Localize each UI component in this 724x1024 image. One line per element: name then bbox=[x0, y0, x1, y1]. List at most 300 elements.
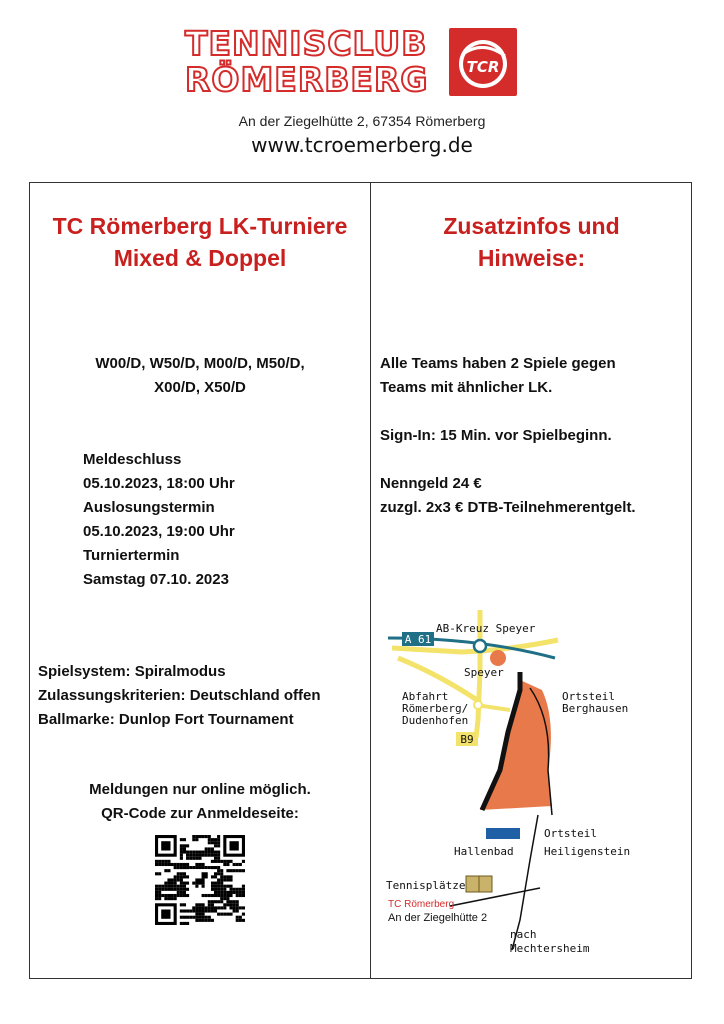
qr-module bbox=[236, 891, 239, 894]
qr-module bbox=[183, 875, 186, 878]
qr-module bbox=[202, 916, 205, 919]
left-title-line1: TC Römerberg LK-Turniere bbox=[52, 213, 348, 239]
qr-module bbox=[223, 906, 226, 909]
qr-module bbox=[198, 835, 201, 838]
qr-module bbox=[208, 854, 211, 857]
qr-module bbox=[242, 869, 245, 872]
qr-module bbox=[171, 894, 174, 897]
qr-module bbox=[161, 863, 164, 866]
qr-module bbox=[202, 906, 205, 909]
deadline-label: Meldeschluss bbox=[83, 451, 182, 468]
qr-module bbox=[229, 906, 232, 909]
qr-module bbox=[242, 913, 245, 916]
qr-module bbox=[205, 906, 208, 909]
qr-module bbox=[223, 913, 226, 916]
admission-criteria: Zulassungskriterien: Deutschland offen bbox=[38, 687, 321, 704]
qr-module bbox=[226, 891, 229, 894]
qr-module bbox=[183, 851, 186, 854]
online-note-line2: QR-Code zur Anmeldeseite: bbox=[101, 805, 299, 822]
qr-module bbox=[214, 854, 217, 857]
qr-module bbox=[214, 909, 217, 912]
qr-module bbox=[205, 851, 208, 854]
qr-module bbox=[202, 835, 205, 838]
qr-module bbox=[174, 882, 177, 885]
qr-module bbox=[192, 866, 195, 869]
qr-module bbox=[229, 860, 232, 863]
qr-module bbox=[186, 863, 189, 866]
tennis-ball-logo-icon bbox=[449, 28, 517, 96]
info-block bbox=[380, 352, 685, 520]
qr-module bbox=[236, 909, 239, 912]
qr-module bbox=[167, 860, 170, 863]
qr-module bbox=[208, 838, 211, 841]
qr-module bbox=[205, 916, 208, 919]
qr-module bbox=[214, 875, 217, 878]
dates-block bbox=[83, 448, 363, 592]
qr-module bbox=[155, 897, 158, 900]
qr-module bbox=[226, 913, 229, 916]
qr-module bbox=[174, 866, 177, 869]
qr-module bbox=[214, 885, 217, 888]
qr-module bbox=[208, 841, 211, 844]
qr-module bbox=[155, 891, 158, 894]
qr-module bbox=[186, 851, 189, 854]
qr-module bbox=[217, 894, 220, 897]
qr-module bbox=[183, 863, 186, 866]
speyer-dot bbox=[490, 650, 506, 666]
qr-module bbox=[180, 922, 183, 925]
online-note bbox=[30, 778, 370, 826]
draw-label: Auslosungstermin bbox=[83, 499, 215, 516]
qr-module bbox=[236, 916, 239, 919]
qr-module bbox=[202, 894, 205, 897]
qr-module bbox=[167, 882, 170, 885]
qr-module bbox=[171, 882, 174, 885]
qr-module bbox=[223, 894, 226, 897]
qr-module bbox=[233, 906, 236, 909]
qr-module bbox=[205, 909, 208, 912]
club-logo bbox=[185, 26, 515, 101]
qr-module bbox=[226, 885, 229, 888]
ball-brand: Ballmarke: Dunlop Fort Tournament bbox=[38, 711, 294, 728]
qr-module bbox=[183, 847, 186, 850]
qr-module bbox=[208, 851, 211, 854]
qr-module bbox=[198, 863, 201, 866]
qr-module bbox=[167, 878, 170, 881]
qr-module bbox=[217, 882, 220, 885]
qr-module bbox=[186, 875, 189, 878]
qr-module bbox=[229, 900, 232, 903]
qr-module bbox=[211, 888, 214, 891]
right-title-line1: Zusatzinfos und bbox=[443, 213, 620, 239]
qr-module bbox=[220, 875, 223, 878]
qr-module bbox=[164, 888, 167, 891]
qr-module bbox=[195, 903, 198, 906]
qr-module bbox=[198, 919, 201, 922]
qr-module bbox=[202, 913, 205, 916]
qr-module bbox=[180, 847, 183, 850]
qr-module bbox=[155, 885, 158, 888]
map-nach2: Mechtersheim bbox=[510, 942, 590, 955]
qr-module bbox=[226, 860, 229, 863]
qr-module bbox=[217, 857, 220, 860]
qr-module bbox=[242, 919, 245, 922]
qr-module bbox=[239, 916, 242, 919]
qr-module bbox=[186, 888, 189, 891]
qr-module bbox=[226, 875, 229, 878]
map-b9: B9 bbox=[460, 733, 474, 746]
qr-module bbox=[158, 897, 161, 900]
qr-module bbox=[202, 903, 205, 906]
qr-module bbox=[242, 860, 245, 863]
qr-module bbox=[211, 919, 214, 922]
qr-module bbox=[211, 838, 214, 841]
qr-module bbox=[189, 851, 192, 854]
qr-dino-head bbox=[202, 872, 208, 878]
qr-module bbox=[229, 885, 232, 888]
qr-module bbox=[192, 851, 195, 854]
deadline-value: 05.10.2023, 18:00 Uhr bbox=[83, 475, 235, 492]
qr-module bbox=[233, 900, 236, 903]
tournament-label: Turniertermin bbox=[83, 547, 180, 564]
qr-module bbox=[158, 885, 161, 888]
qr-module bbox=[233, 903, 236, 906]
qr-module bbox=[180, 875, 183, 878]
qr-module bbox=[161, 894, 164, 897]
qr-module bbox=[167, 863, 170, 866]
qr-module bbox=[239, 894, 242, 897]
qr-module bbox=[198, 903, 201, 906]
qr-module bbox=[186, 854, 189, 857]
qr-module bbox=[167, 894, 170, 897]
qr-module bbox=[214, 860, 217, 863]
qr-module bbox=[171, 897, 174, 900]
categories-line1: W00/D, W50/D, M00/D, M50/D, bbox=[95, 355, 305, 372]
qr-module bbox=[211, 866, 214, 869]
qr-module bbox=[174, 878, 177, 881]
info1-line2: Teams mit ähnlicher LK. bbox=[380, 379, 553, 396]
qr-module bbox=[192, 838, 195, 841]
qr-module bbox=[177, 866, 180, 869]
qr-module bbox=[220, 897, 223, 900]
map-speyer: Speyer bbox=[464, 666, 504, 679]
qr-module bbox=[167, 869, 170, 872]
qr-module bbox=[236, 863, 239, 866]
qr-module bbox=[171, 888, 174, 891]
qr-module bbox=[208, 919, 211, 922]
qr-module bbox=[192, 906, 195, 909]
qr-module bbox=[229, 888, 232, 891]
qr-module bbox=[239, 863, 242, 866]
qr-module bbox=[239, 919, 242, 922]
qr-module bbox=[202, 854, 205, 857]
qr-module bbox=[189, 857, 192, 860]
logo-wordmark bbox=[185, 26, 440, 98]
qr-module bbox=[164, 869, 167, 872]
qr-module bbox=[217, 851, 220, 854]
qr-module bbox=[155, 863, 158, 866]
qr-module bbox=[211, 860, 214, 863]
qr-module bbox=[214, 888, 217, 891]
qr-module bbox=[158, 863, 161, 866]
qr-module bbox=[242, 894, 245, 897]
qr-module bbox=[180, 882, 183, 885]
qr-module bbox=[177, 891, 180, 894]
system-block bbox=[38, 660, 368, 732]
categories bbox=[30, 352, 370, 400]
info3-line1: Nenngeld 24 € bbox=[380, 475, 482, 492]
qr-module bbox=[226, 903, 229, 906]
qr-module bbox=[239, 888, 242, 891]
qr-module bbox=[239, 906, 242, 909]
qr-module bbox=[198, 857, 201, 860]
qr-module bbox=[242, 906, 245, 909]
qr-module bbox=[183, 888, 186, 891]
qr-module bbox=[161, 888, 164, 891]
draw-value: 05.10.2023, 19:00 Uhr bbox=[83, 523, 235, 540]
qr-module bbox=[205, 854, 208, 857]
qr-module bbox=[195, 838, 198, 841]
qr-module bbox=[220, 872, 223, 875]
qr-finder-core bbox=[229, 841, 238, 850]
qr-module bbox=[217, 866, 220, 869]
qr-module bbox=[217, 844, 220, 847]
qr-module bbox=[183, 891, 186, 894]
qr-module bbox=[198, 916, 201, 919]
qr-module bbox=[198, 854, 201, 857]
qr-module bbox=[214, 906, 217, 909]
qr-module bbox=[214, 872, 217, 875]
qr-module bbox=[211, 851, 214, 854]
qr-module bbox=[195, 906, 198, 909]
map-ortsteil-b2: Berghausen bbox=[562, 702, 629, 715]
qr-module bbox=[174, 897, 177, 900]
qr-module bbox=[195, 835, 198, 838]
qr-module bbox=[214, 891, 217, 894]
qr-module bbox=[205, 835, 208, 838]
qr-module bbox=[180, 878, 183, 881]
qr-module bbox=[195, 919, 198, 922]
map-ab-kreuz: AB-Kreuz Speyer bbox=[436, 622, 536, 635]
logo-line1: TENNISCLUB bbox=[185, 24, 428, 63]
hallenbad-building bbox=[486, 828, 520, 839]
qr-module bbox=[198, 913, 201, 916]
qr-module bbox=[161, 885, 164, 888]
qr-module bbox=[220, 882, 223, 885]
online-note-line1: Meldungen nur online möglich. bbox=[89, 781, 311, 798]
qr-module bbox=[180, 857, 183, 860]
club-website[interactable]: www.tcroemerberg.de bbox=[251, 133, 473, 157]
qr-module bbox=[220, 888, 223, 891]
header bbox=[0, 0, 724, 180]
qr-module bbox=[180, 888, 183, 891]
qr-module bbox=[180, 854, 183, 857]
qr-module bbox=[233, 891, 236, 894]
qr-module bbox=[164, 897, 167, 900]
logo-line2: RÖMERBERG bbox=[185, 60, 429, 99]
qr-module bbox=[217, 854, 220, 857]
qr-module bbox=[174, 875, 177, 878]
qr-module bbox=[189, 866, 192, 869]
qr-module bbox=[164, 860, 167, 863]
qr-module bbox=[217, 878, 220, 881]
qr-finder-core bbox=[161, 841, 170, 850]
qr-module bbox=[171, 885, 174, 888]
qr-module bbox=[205, 919, 208, 922]
qr-module bbox=[174, 888, 177, 891]
qr-module bbox=[208, 916, 211, 919]
qr-module bbox=[214, 882, 217, 885]
qr-module bbox=[195, 851, 198, 854]
location-map bbox=[380, 610, 680, 972]
qr-module bbox=[223, 875, 226, 878]
qr-module bbox=[205, 894, 208, 897]
qr-module bbox=[171, 863, 174, 866]
right-title bbox=[371, 210, 692, 274]
qr-module bbox=[211, 847, 214, 850]
qr-module bbox=[236, 894, 239, 897]
qr-module bbox=[217, 891, 220, 894]
qr-module bbox=[220, 891, 223, 894]
qr-module bbox=[183, 885, 186, 888]
qr-module bbox=[226, 869, 229, 872]
qr-module bbox=[192, 916, 195, 919]
qr-module bbox=[202, 851, 205, 854]
qr-module bbox=[223, 878, 226, 881]
qr-module bbox=[180, 838, 183, 841]
qr-module bbox=[155, 872, 158, 875]
qr-module bbox=[229, 894, 232, 897]
qr-module bbox=[183, 866, 186, 869]
qr-module bbox=[164, 863, 167, 866]
qr-module bbox=[242, 885, 245, 888]
qr-module bbox=[186, 894, 189, 897]
qr-module bbox=[183, 916, 186, 919]
qr-module bbox=[189, 909, 192, 912]
qr-module bbox=[223, 897, 226, 900]
qr-module bbox=[183, 903, 186, 906]
qr-module bbox=[226, 894, 229, 897]
qr-module bbox=[158, 860, 161, 863]
info3-line2: zuzgl. 2x3 € DTB-Teilnehmerentgelt. bbox=[380, 499, 636, 516]
qr-module bbox=[233, 863, 236, 866]
qr-module bbox=[211, 900, 214, 903]
qr-module bbox=[177, 875, 180, 878]
qr-module bbox=[161, 860, 164, 863]
qr-module bbox=[180, 891, 183, 894]
qr-module bbox=[192, 854, 195, 857]
qr-module bbox=[229, 913, 232, 916]
qr-module bbox=[217, 841, 220, 844]
qr-module bbox=[217, 838, 220, 841]
qr-module bbox=[229, 903, 232, 906]
qr-module bbox=[229, 878, 232, 881]
qr-module bbox=[217, 860, 220, 863]
qr-module bbox=[155, 894, 158, 897]
qr-module bbox=[177, 885, 180, 888]
qr-module bbox=[217, 900, 220, 903]
qr-module bbox=[214, 844, 217, 847]
map-ortsteil-h2: Heiligenstein bbox=[544, 845, 631, 858]
qr-module bbox=[239, 891, 242, 894]
map-ortsteil-b1: Ortsteil bbox=[562, 690, 615, 703]
qr-module bbox=[198, 906, 201, 909]
qr-module bbox=[183, 922, 186, 925]
qr-module bbox=[195, 854, 198, 857]
qr-module bbox=[208, 903, 211, 906]
left-title bbox=[30, 210, 370, 274]
qr-module bbox=[229, 869, 232, 872]
qr-module bbox=[158, 872, 161, 875]
qr-module bbox=[223, 863, 226, 866]
qr-module bbox=[220, 869, 223, 872]
qr-module bbox=[174, 894, 177, 897]
qr-module bbox=[171, 878, 174, 881]
qr-module bbox=[180, 863, 183, 866]
qr-module bbox=[214, 851, 217, 854]
club-address: An der Ziegelhütte 2, 67354 Römerberg bbox=[238, 113, 486, 129]
qr-module bbox=[236, 869, 239, 872]
qr-module bbox=[226, 863, 229, 866]
qr-module bbox=[158, 894, 161, 897]
qr-module bbox=[164, 885, 167, 888]
qr-module bbox=[186, 882, 189, 885]
map-abfahrt2: Römerberg/ bbox=[402, 702, 469, 715]
map-hallenbad: Hallenbad bbox=[454, 845, 514, 858]
qr-module bbox=[211, 885, 214, 888]
qr-module bbox=[164, 894, 167, 897]
qr-module bbox=[223, 888, 226, 891]
qr-module bbox=[198, 866, 201, 869]
registration-qr-code[interactable] bbox=[155, 835, 245, 925]
qr-module bbox=[214, 838, 217, 841]
qr-module bbox=[208, 906, 211, 909]
qr-module bbox=[208, 835, 211, 838]
qr-module bbox=[183, 894, 186, 897]
qr-module bbox=[217, 872, 220, 875]
qr-module bbox=[186, 909, 189, 912]
qr-module bbox=[217, 885, 220, 888]
qr-module bbox=[183, 844, 186, 847]
qr-module bbox=[211, 894, 214, 897]
map-abfahrt1: Abfahrt bbox=[402, 690, 449, 703]
qr-module bbox=[214, 894, 217, 897]
qr-dino-leg bbox=[202, 885, 205, 888]
qr-module bbox=[236, 903, 239, 906]
qr-module bbox=[220, 860, 223, 863]
qr-module bbox=[195, 863, 198, 866]
qr-module bbox=[226, 897, 229, 900]
qr-module bbox=[180, 903, 183, 906]
map-tennisplaetze: Tennisplätze bbox=[386, 879, 466, 892]
qr-module bbox=[239, 869, 242, 872]
qr-module bbox=[214, 900, 217, 903]
exit-icon bbox=[474, 701, 482, 709]
logo-badge-text: TCR bbox=[466, 58, 500, 76]
qr-module bbox=[211, 854, 214, 857]
qr-module bbox=[158, 891, 161, 894]
qr-module bbox=[220, 885, 223, 888]
qr-module bbox=[208, 894, 211, 897]
qr-module bbox=[174, 863, 177, 866]
qr-module bbox=[214, 841, 217, 844]
qr-module bbox=[183, 838, 186, 841]
qr-module bbox=[236, 906, 239, 909]
qr-module bbox=[180, 894, 183, 897]
qr-module bbox=[183, 882, 186, 885]
qr-module bbox=[202, 863, 205, 866]
qr-module bbox=[233, 888, 236, 891]
